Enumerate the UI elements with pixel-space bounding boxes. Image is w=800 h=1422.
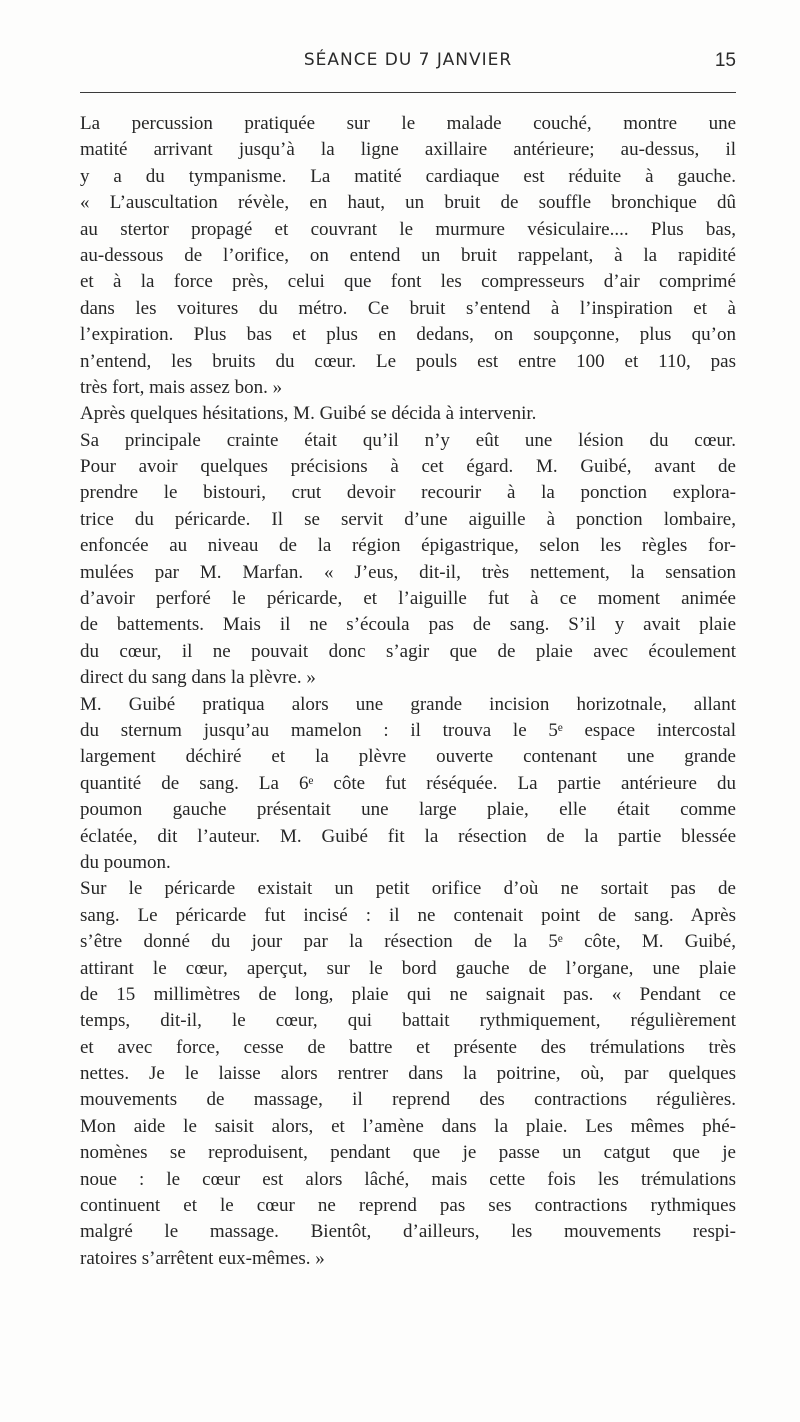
text-line: Après quelques hésitations, M. Guibé se décida à intervenir.	[80, 403, 537, 425]
text-line: du poumon.	[80, 851, 171, 873]
text-line: Pour avoir quelques précisions à cet égard. M. Guibé, avant de	[80, 456, 736, 478]
text-line: éclatée, dit l’auteur. M. Guibé fit la résection de la partie blessée	[80, 825, 736, 847]
text-line: La percussion pratiquée sur le malade couché, montre une	[80, 113, 736, 134]
text-line: direct du sang dans la plèvre. »	[80, 667, 316, 689]
text-line: nettes. Je le laisse alors rentrer dans la poitrine, où, par quelques	[80, 1063, 736, 1085]
text-line: et à la force près, celui que font les compresseurs d’air comprimé	[80, 271, 736, 293]
running-title: SÉANCE DU 7 JANVIER	[303, 50, 513, 70]
text-line: et avec force, cesse de battre et présente des trémulations très	[80, 1036, 736, 1058]
text-line: n’entend, les bruits du cœur. Le pouls est entre 100 et 110, pas	[80, 350, 736, 372]
text-line: au-dessous de l’orifice, on entend un bruit rappelant, à la rapidité	[80, 244, 736, 266]
text-line: de battements. Mais il ne s’écoula pas de sang. S’il y avait plaie	[80, 614, 736, 636]
text-line: mulées par M. Marfan. « J’eus, dit-il, très nettement, la sensation	[80, 561, 736, 583]
text-line: prendre le bistouri, crut devoir recourir à la ponction explora-	[80, 482, 736, 504]
text-line: très fort, mais assez bon. »	[80, 376, 283, 398]
text-line: enfoncée au niveau de la région épigastrique, selon les règles for-	[80, 535, 736, 557]
text-line: M. Guibé pratiqua alors une grande incision horizotnale, allant	[80, 693, 736, 715]
text-line: s’être donné du jour par la résection de la 5ᵉ côte, M. Guibé,	[80, 931, 736, 953]
page-number: 15	[714, 50, 736, 71]
text-line: du sternum jusqu’au mamelon : il trouva le 5ᵉ espace intercostal	[80, 719, 736, 741]
text-line: au stertor propagé et couvrant le murmure vésiculaire.... Plus bas,	[80, 218, 736, 240]
text-line: continuent et le cœur ne reprend pas ses contractions rythmiques	[80, 1195, 736, 1217]
text-line: l’expiration. Plus bas et plus en dedans, on soupçonne, plus qu’on	[80, 324, 736, 346]
text-line: noue : le cœur est alors lâché, mais cette fois les trémulations	[80, 1168, 736, 1190]
text-line: sang. Le péricarde fut incisé : il ne contenait point de sang. Après	[80, 904, 736, 926]
text-line: « L’auscultation révèle, en haut, un bruit de souffle bronchique dû	[80, 192, 736, 214]
text-line: d’avoir perforé le péricarde, et l’aiguille fut à ce moment animée	[80, 588, 736, 610]
text-line: temps, dit-il, le cœur, qui battait rythmiquement, régulièrement	[80, 1010, 736, 1032]
text-line: poumon gauche présentait une large plaie, elle était comme	[80, 799, 736, 821]
page-header	[80, 50, 736, 80]
text-line: du cœur, il ne pouvait donc s’agir que de plaie avec écoulement	[80, 640, 736, 662]
text-line: y a du tympanisme. La matité cardiaque est réduite à gauche.	[80, 165, 736, 187]
text-line: malgré le massage. Bientôt, d’ailleurs, les mouvements respi-	[80, 1221, 736, 1243]
text-line: nomènes se reproduisent, pendant que je passe un catgut que je	[80, 1142, 736, 1164]
text-line: dans les voitures du métro. Ce bruit s’entend à l’inspiration et à	[80, 297, 736, 319]
text-line: ratoires s’arrêtent eux-mêmes. »	[80, 1247, 325, 1269]
body-text	[80, 111, 736, 1272]
text-line: attirant le cœur, aperçut, sur le bord gauche de l’organe, une plaie	[80, 957, 736, 979]
text-line: Sa principale crainte était qu’il n’y eût une lésion du cœur.	[80, 429, 736, 451]
text-line: Mon aide le saisit alors, et l’amène dans la plaie. Les mêmes phé-	[80, 1115, 736, 1137]
text-line: mouvements de massage, il reprend des contractions régulières.	[80, 1089, 736, 1111]
text-line: quantité de sang. La 6ᵉ côte fut réséquée. La partie antérieure du	[80, 772, 736, 794]
text-line: matité arrivant jusqu’à la ligne axillaire antérieure; au-dessus, il	[80, 139, 736, 161]
header-rule	[80, 92, 736, 93]
text-line: trice du péricarde. Il se servit d’une aiguille à ponction lombaire,	[80, 508, 736, 530]
text-line: Sur le péricarde existait un petit orifice d’où ne sortait pas de	[80, 878, 736, 900]
text-line: largement déchiré et la plèvre ouverte contenant une grande	[80, 746, 736, 768]
text-line: de 15 millimètres de long, plaie qui ne saignait pas. « Pendant ce	[80, 983, 736, 1005]
